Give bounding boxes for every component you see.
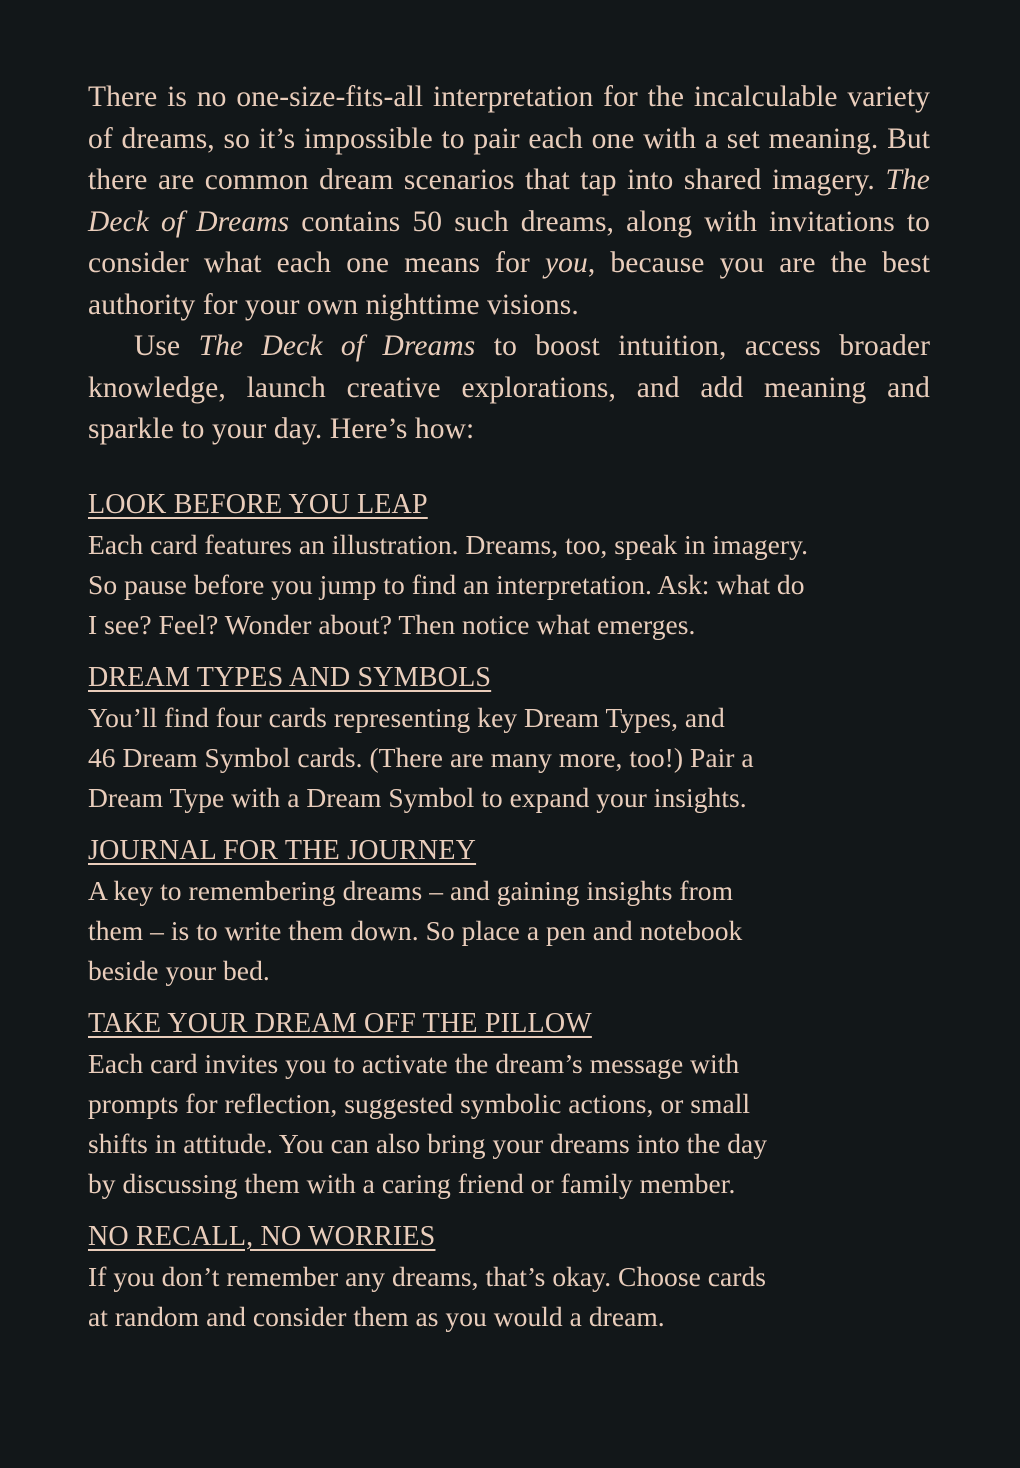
- section-journal-for-the-journey: [88, 831, 923, 991]
- section-body: Each card features an illustration. Dreams, too, speak in imagery. So pause before you jump to find an interpretation. Ask: what do I see? Feel? Wonder about? Then notice what emerges.: [88, 528, 809, 640]
- book-title-italic: The Deck of Dreams: [88, 164, 930, 238]
- section-look-before-you-leap: [88, 485, 923, 645]
- section-heading: TAKE YOUR DREAM OFF THE PILLOW: [88, 1007, 592, 1039]
- intro-paragraph-1: There is no one-size-fits-all interpretation for the incalculable variety of dreams, so it’s impossible to pair each one with a set meaning. But there are common dream scenarios that tap into shared imagery. The Deck of Dreams contains 50 such dreams, along with invitations to consider what each one means for you, because you are the best authority for your own nighttime visions.: [88, 81, 931, 321]
- section-heading: DREAM TYPES AND SYMBOLS: [88, 661, 492, 693]
- section-body: You’ll find four cards representing key Dream Types, and 46 Dream Symbol cards. (There are many more, too!) Pair a Dream Type with a Dream Symbol to expand your insights.: [88, 701, 754, 813]
- section-heading: JOURNAL FOR THE JOURNEY: [88, 834, 477, 866]
- section-body: A key to remembering dreams – and gaining insights from them – is to write them down. So place a pen and notebook beside your bed.: [88, 874, 743, 986]
- section-heading: LOOK BEFORE YOU LEAP: [88, 488, 428, 520]
- how-to-sections: [88, 485, 923, 1337]
- section-dream-types-and-symbols: [88, 658, 923, 818]
- section-no-recall-no-worries: [88, 1217, 923, 1337]
- emphasis-you: you: [544, 247, 588, 279]
- intro-text: [88, 77, 930, 451]
- section-body: If you don’t remember any dreams, that’s okay. Choose cards at random and consider them as you would a dream.: [88, 1260, 767, 1332]
- intro-paragraph-2: Use The Deck of Dreams to boost intuition, access broader knowledge, launch creative explorations, and add meaning and sparkle to your day. Here’s how:: [88, 330, 930, 445]
- section-take-your-dream-off-the-pillow: [88, 1004, 923, 1204]
- section-heading: NO RECALL, NO WORRIES: [88, 1220, 436, 1252]
- book-title-italic: The Deck of Dreams: [198, 330, 476, 362]
- section-body: Each card invites you to activate the dream’s message with prompts for reflection, suggested symbolic actions, or small shifts in attitude. You can also bring your dreams into the day by discussing them with a caring friend or family member.: [88, 1047, 768, 1199]
